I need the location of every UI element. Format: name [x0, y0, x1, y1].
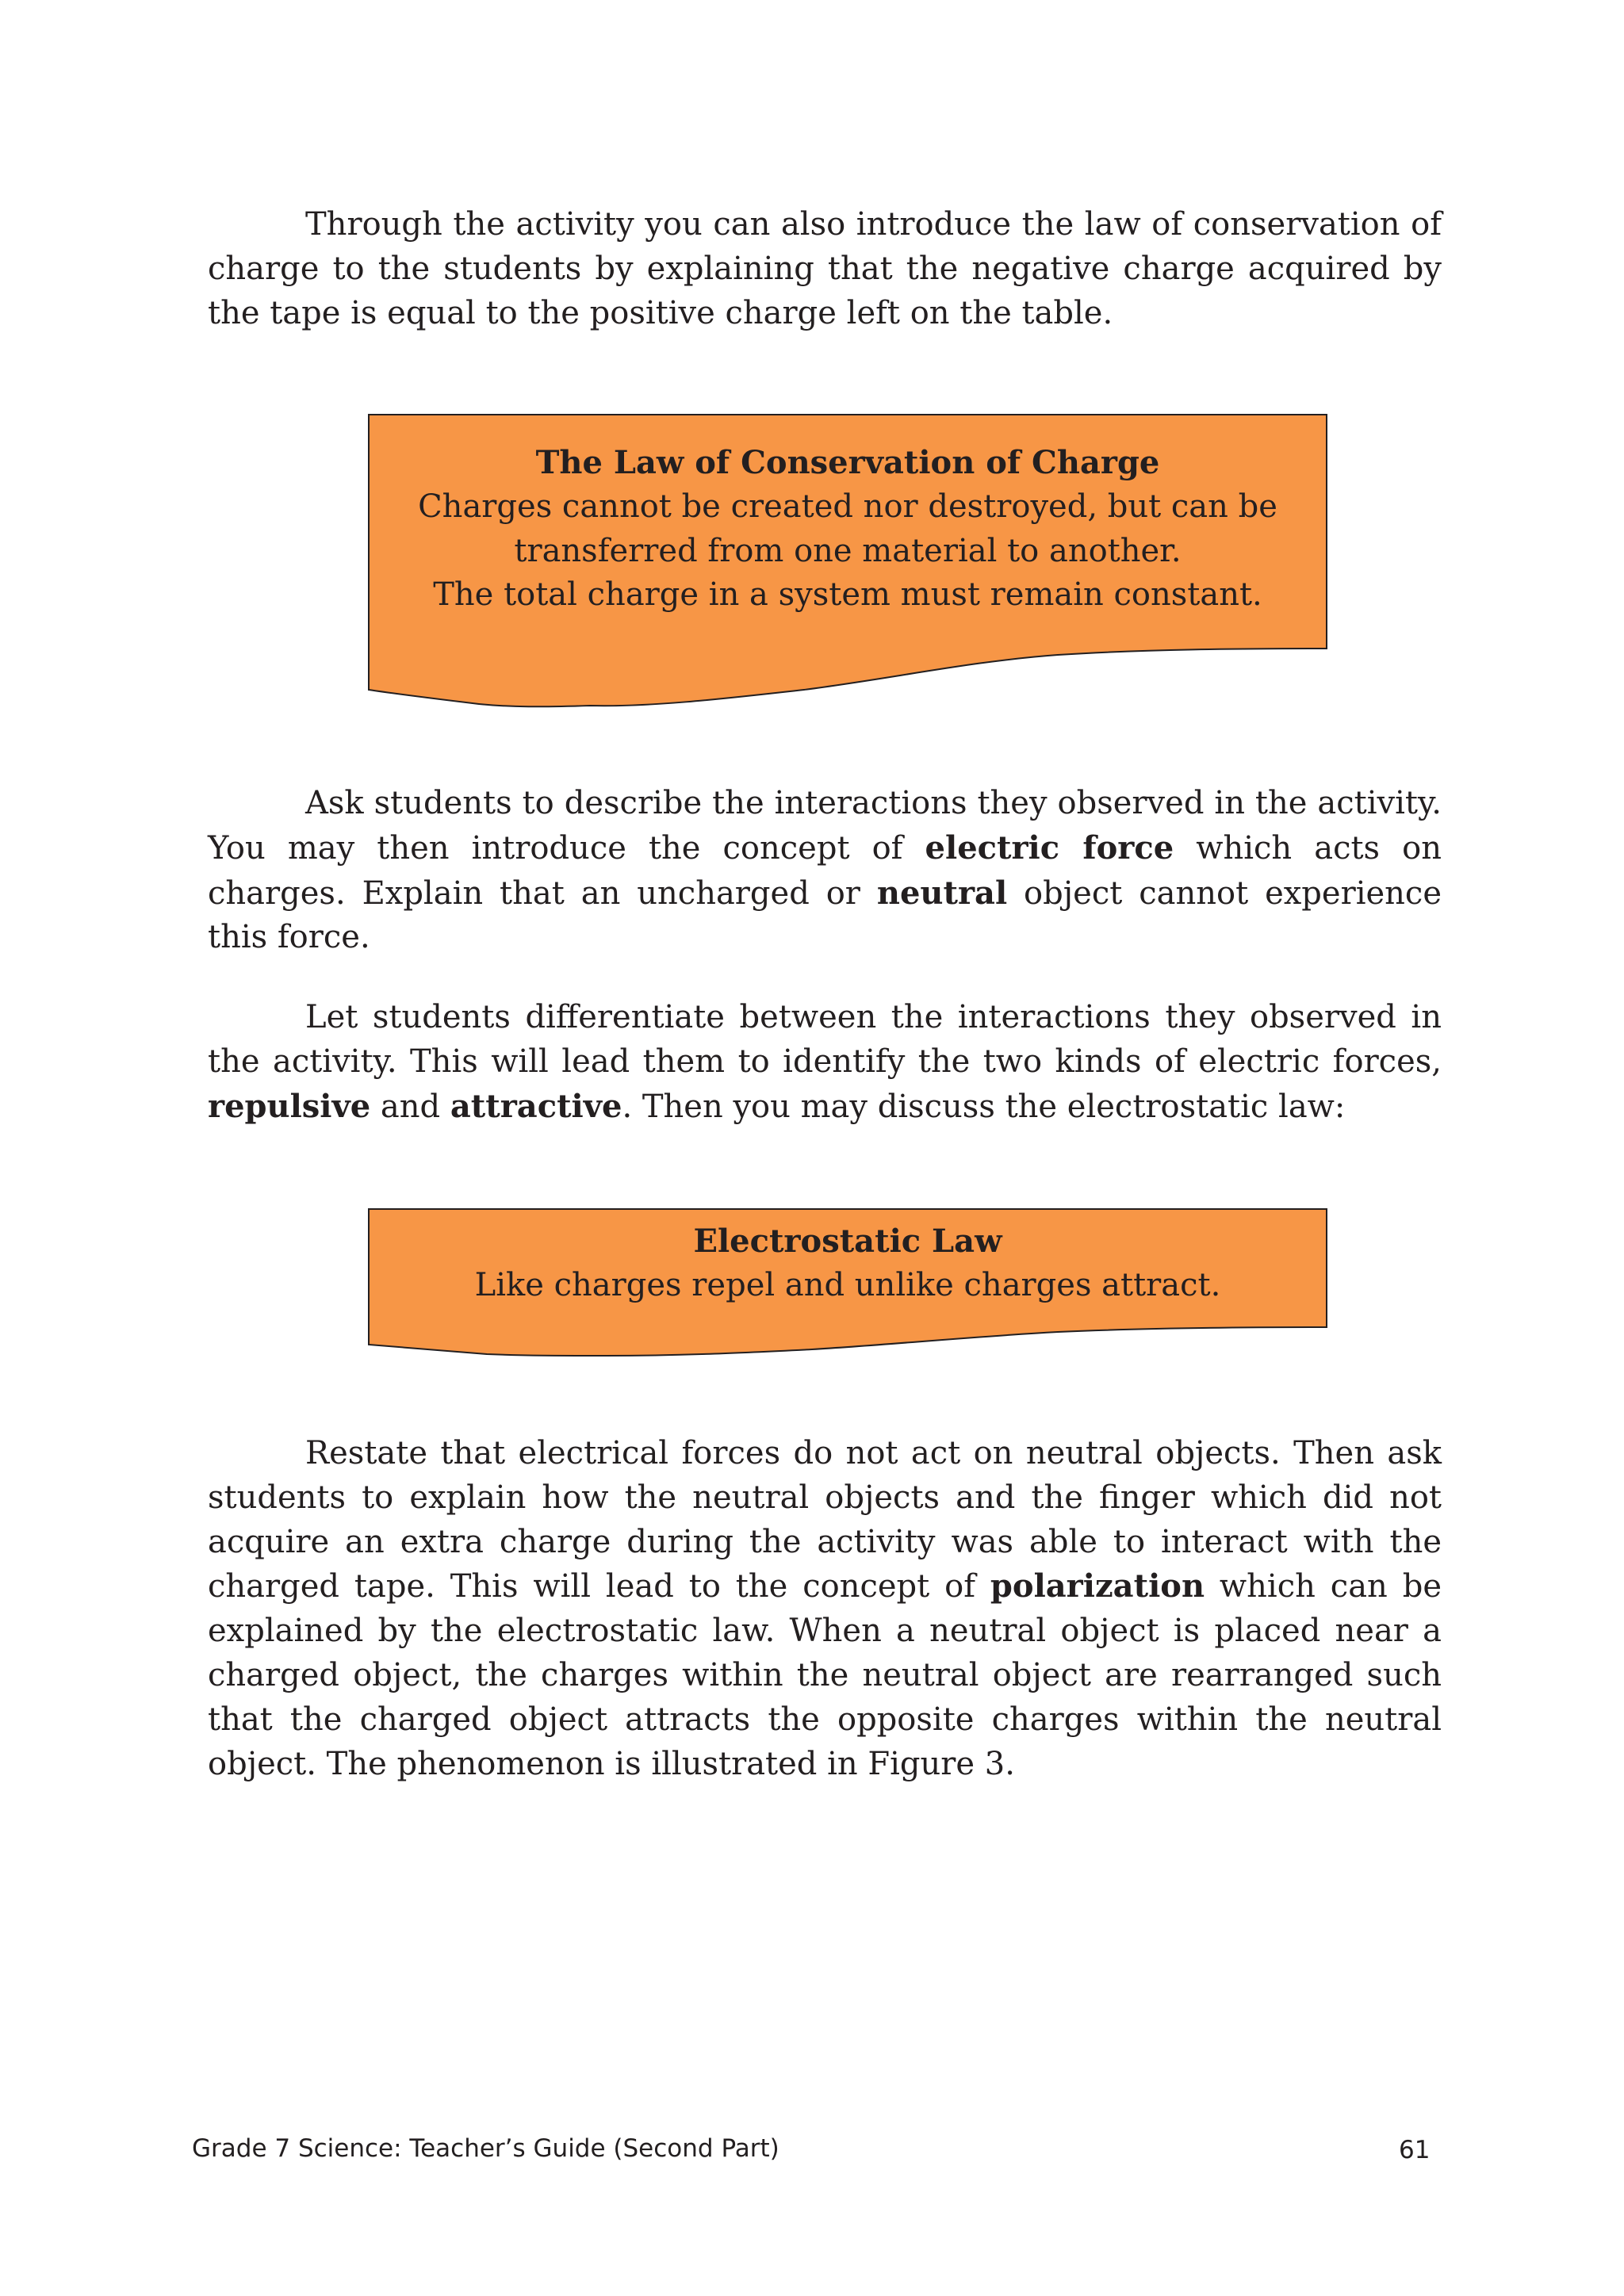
paragraph-text: Through the activity you can also introduce the law of conservation of charge to the students by explaining that the negative charge acquired by the tape is equal to the positive charge left on the table.	[208, 206, 1442, 331]
term-polarization: polarization	[990, 1567, 1205, 1605]
term-electric-force: electric force	[925, 828, 1174, 867]
paragraph-electric-force	[208, 782, 1442, 960]
paragraph-text: and	[370, 1088, 450, 1125]
callout-line: transferred from one material to another.	[514, 532, 1182, 569]
callout-conservation-of-charge	[368, 414, 1327, 709]
paragraph-polarization	[208, 1432, 1442, 1786]
callout-line: Charges cannot be created nor destroyed, but can be	[418, 488, 1277, 525]
paragraph-text: Ask students to describe the interactions they observed in the activity. You may then introduce the concept of	[208, 785, 1442, 867]
callout-title: The Law of Conservation of Charge	[535, 444, 1160, 481]
paragraph-conservation-intro	[208, 203, 1442, 335]
term-neutral: neutral	[876, 874, 1008, 912]
paragraph-text: object cannot experience this force.	[208, 874, 1442, 956]
paragraph-text: which can be explained by the electrostatic law. When a neutral object is placed near a charged object, the charges within the neutral object are rearranged such that the charged object attracts the opposite charges within the neutral object. The phenomenon is illustrated in Figure 3.	[208, 1568, 1442, 1782]
term-attractive: attractive	[450, 1087, 622, 1125]
term-repulsive: repulsive	[208, 1087, 371, 1125]
paragraph-text: Restate that electrical forces do not act on neutral objects. Then ask students to explain how the neutral objects and the finger which did not acquire an extra charge during the activity was able to interact with the charged tape. This will lead to the concept of	[208, 1435, 1442, 1605]
paragraph-text: . Then you may discuss the electrostatic law:	[622, 1088, 1346, 1125]
callout-electrostatic-law	[368, 1208, 1327, 1357]
callout-line: The total charge in a system must remain constant.	[433, 576, 1262, 614]
footer-title: Grade 7 Science: Teacher’s Guide (Second Part)	[192, 2134, 779, 2163]
paragraph-text: which acts on charges. Explain that an uncharged or	[208, 829, 1442, 912]
callout-line: Like charges repel and unlike charges attract.	[474, 1266, 1221, 1303]
page-number: 61	[1399, 2136, 1431, 2164]
callout-title: Electrostatic Law	[693, 1223, 1002, 1260]
paragraph-text: Let students differentiate between the interactions they observed in the activity. This will lead them to identify the two kinds of electric forces,	[208, 999, 1442, 1080]
paragraph-electric-forces-kinds	[208, 996, 1442, 1129]
